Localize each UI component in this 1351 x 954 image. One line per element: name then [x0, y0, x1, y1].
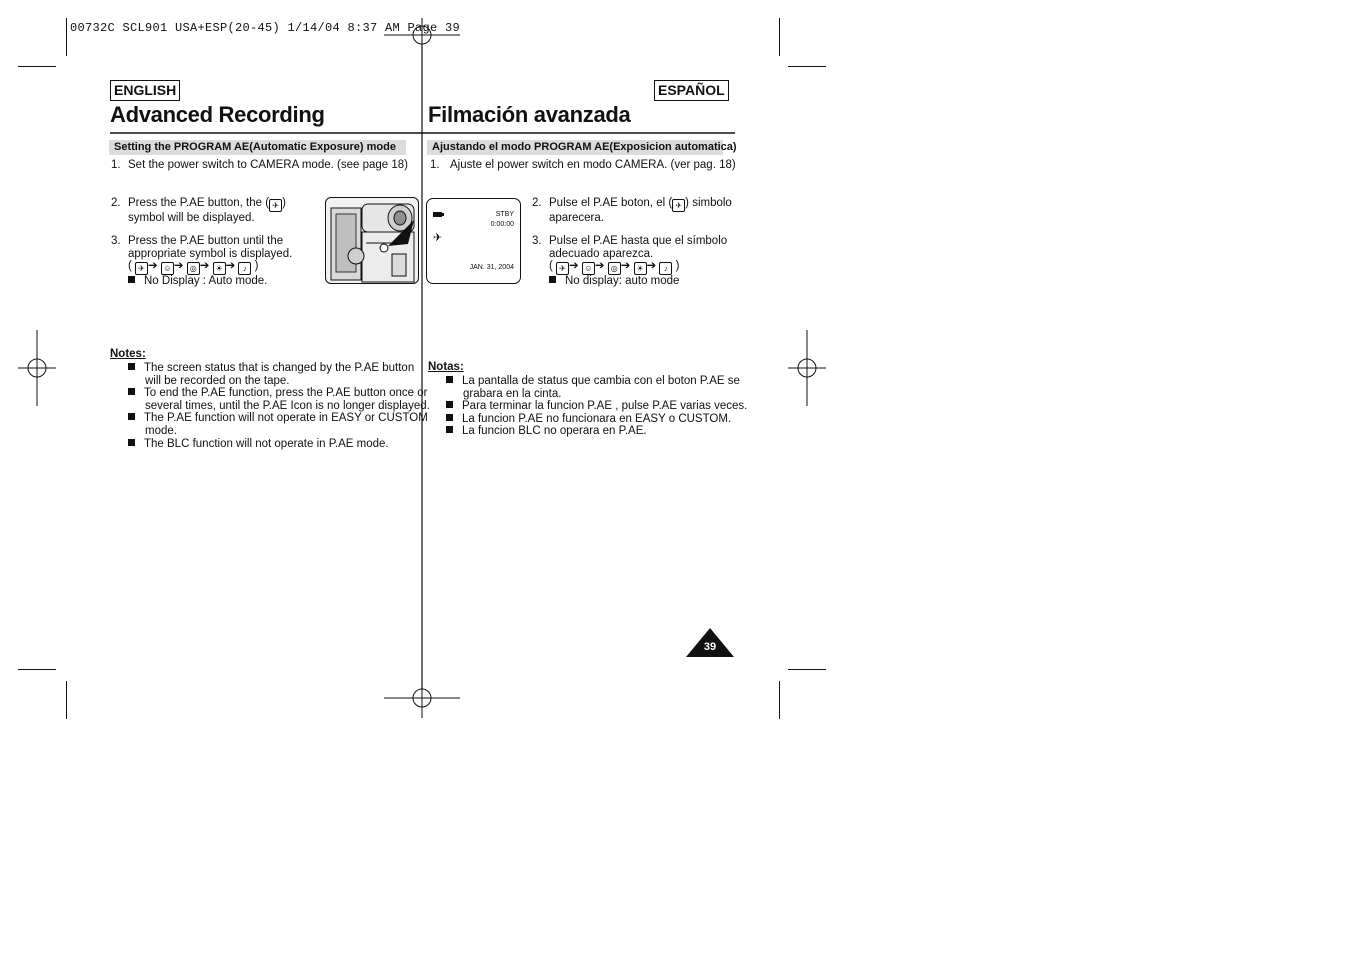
- language-label-spanish: ESPAÑOL: [654, 80, 729, 101]
- step-2-english: 2. Press the P.AE button, the ( ✈ ) symbol will be displayed.: [111, 197, 286, 224]
- bullet-icon: [128, 388, 135, 395]
- page-title-spanish: Filmación avanzada: [428, 102, 631, 127]
- language-label-english: ENGLISH: [110, 80, 180, 101]
- note-item: The screen status that is changed by the P.AE button will be recorded on the tape.: [128, 362, 414, 387]
- mode-sequence-english: ( ✈ ➔ ☺ ➔ ◎ ➔ ☀ ➔ ♪ ): [128, 260, 259, 274]
- battery-icon: [433, 212, 442, 217]
- sports-mode-icon: ✈: [269, 199, 282, 212]
- note-item: The BLC function will not operate in P.AE mode.: [128, 438, 389, 451]
- bullet-icon: [446, 376, 453, 383]
- note-item: La pantalla de status que cambia con el boton P.AE se grabara en la cinta.: [446, 375, 740, 400]
- high-shutter-mode-icon: ♪: [659, 262, 672, 275]
- mode-sequence-spanish: ( ✈ ➔ ☺ ➔ ◎ ➔ ☀ ➔ ♪ ): [549, 260, 680, 274]
- lcd-screen-display: [426, 198, 521, 284]
- note-item: La funcion P.AE no funcionara en EASY o CUSTOM.: [446, 413, 731, 426]
- notes-heading-english: Notes:: [110, 348, 146, 360]
- bullet-icon: [446, 426, 453, 433]
- portrait-mode-icon: ☺: [582, 262, 595, 275]
- lcd-counter: 0:00:00: [490, 221, 514, 228]
- bullet-icon: [549, 276, 556, 283]
- note-item: The P.AE function will not operate in EASY or CUSTOM mode.: [128, 412, 428, 437]
- notes-heading-spanish: Notas:: [428, 361, 464, 373]
- print-header: 00732C SCL901 USA+ESP(20-45) 1/14/04 8:37 AM Page 39: [70, 21, 461, 35]
- bullet-icon: [128, 276, 135, 283]
- note-item: La funcion BLC no operara en P.AE.: [446, 425, 647, 438]
- step-1-spanish: 1. Ajuste el power switch en modo CAMERA. (ver pag. 18): [430, 159, 736, 171]
- section-heading-english: Setting the PROGRAM AE(Automatic Exposure) mode: [109, 140, 406, 155]
- sand-snow-mode-icon: ☀: [634, 262, 647, 275]
- note-item: Para terminar la funcion P.AE , pulse P.AE varias veces.: [446, 400, 747, 413]
- camcorder-drawing: [326, 198, 418, 283]
- portrait-mode-icon: ☺: [161, 262, 174, 275]
- spotlight-mode-icon: ◎: [187, 262, 200, 275]
- step-2-spanish: 2. Pulse el P.AE boton, el ( ✈ ) simbolo aparecera.: [532, 197, 732, 224]
- page-number: 39: [703, 641, 717, 653]
- sports-mode-icon: ✈: [433, 232, 443, 244]
- high-shutter-mode-icon: ♪: [238, 262, 251, 275]
- bullet-icon: [128, 363, 135, 370]
- bullet-icon: [128, 439, 135, 446]
- lcd-date: JAN. 31, 2004: [469, 264, 514, 271]
- step-3-english: 3. Press the P.AE button until the appropriate symbol is displayed. ( ✈ ➔ ☺ ➔ ◎ ➔ ☀ ➔ ♪ ) No Display : Auto mode.: [111, 235, 293, 288]
- step-1-english: 1. Set the power switch to CAMERA mode. (see page 18): [111, 159, 408, 171]
- lcd-standby-text: STBY: [495, 211, 514, 218]
- bullet-icon: [446, 401, 453, 408]
- page-title-english: Advanced Recording: [110, 102, 325, 127]
- sand-snow-mode-icon: ☀: [213, 262, 226, 275]
- section-heading-spanish: Ajustando el modo PROGRAM AE(Exposicion automatica): [427, 140, 723, 155]
- spotlight-mode-icon: ◎: [608, 262, 621, 275]
- sports-mode-icon: ✈: [135, 262, 148, 275]
- sports-mode-icon: ✈: [672, 199, 685, 212]
- bullet-icon: [128, 413, 135, 420]
- bullet-icon: [446, 414, 453, 421]
- note-item: To end the P.AE function, press the P.AE button once or several times, until the P.AE Icon is no longer displayed.: [128, 387, 430, 412]
- step-3-spanish: 3. Pulse el P.AE hasta que el símbolo adecuado aparezca. ( ✈ ➔ ☺ ➔ ◎ ➔ ☀ ➔ ♪ ) No display: auto mode: [532, 235, 728, 288]
- camcorder-illustration: [325, 197, 419, 284]
- sports-mode-icon: ✈: [556, 262, 569, 275]
- battery-icon-tip: [442, 213, 444, 216]
